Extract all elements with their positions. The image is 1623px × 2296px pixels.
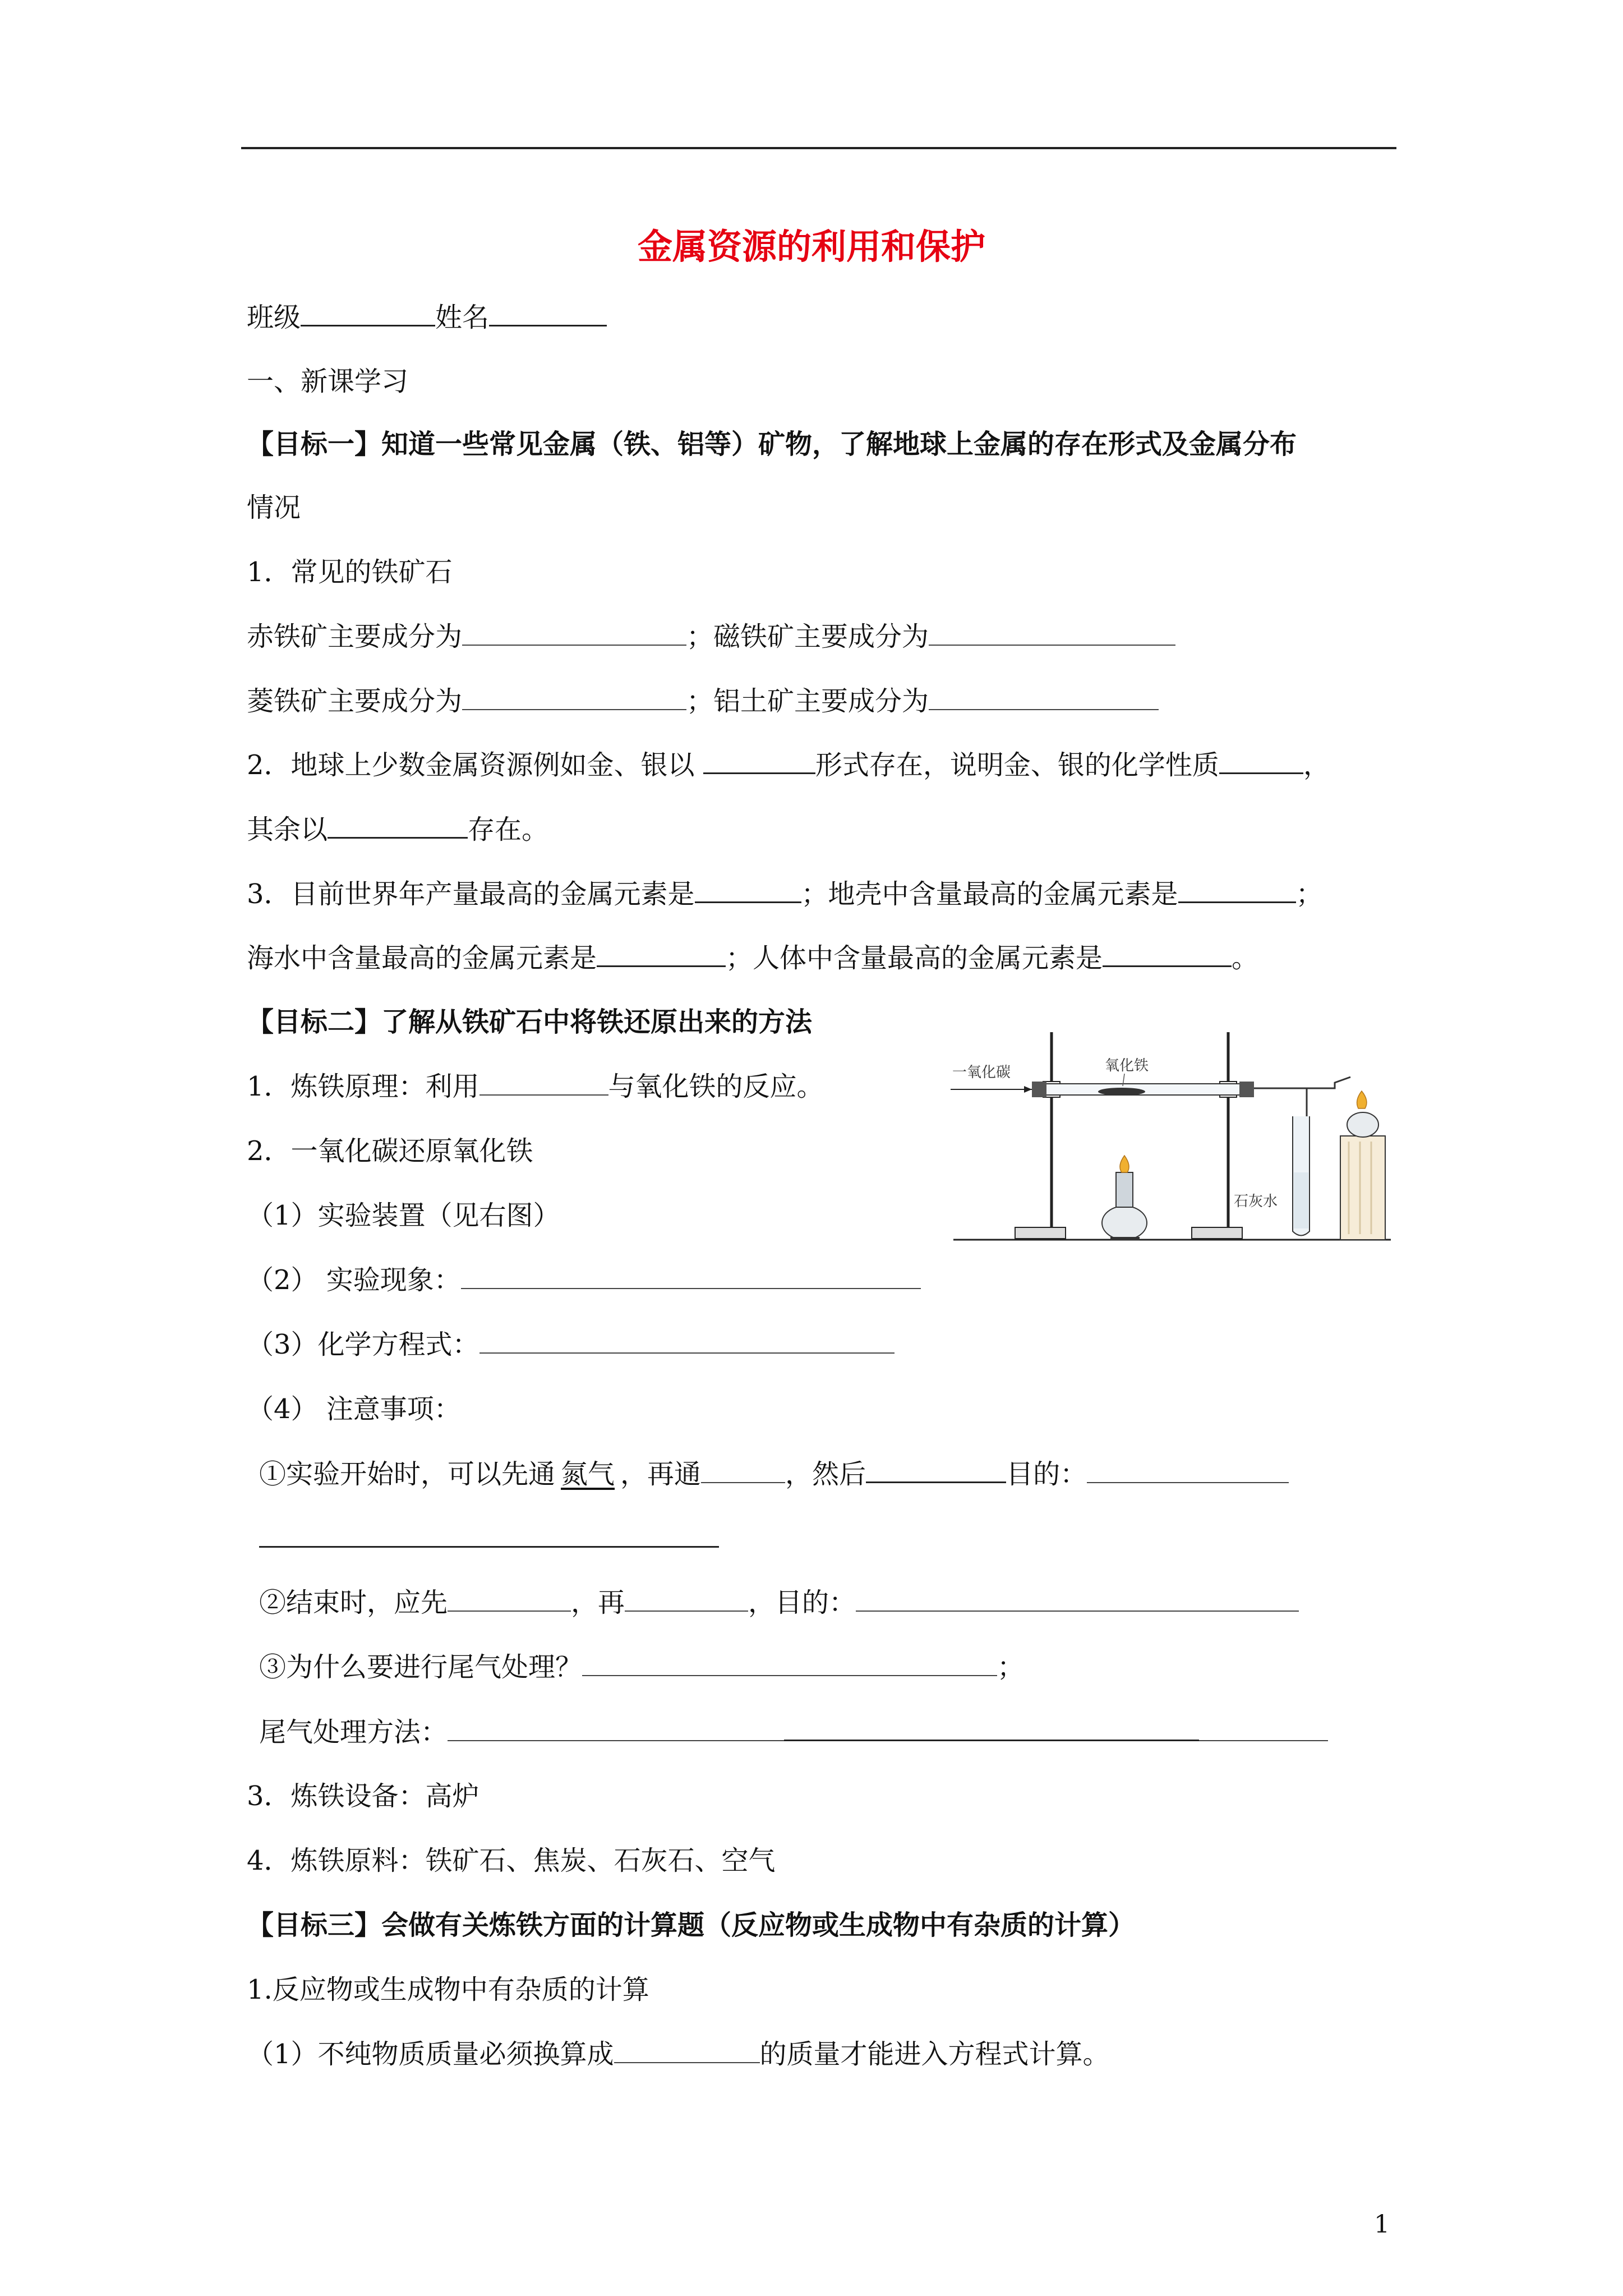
tail-gas-method-blank-b[interactable] [784, 1715, 1199, 1741]
note1 [259, 1457, 1289, 1491]
burner-block [1340, 1136, 1385, 1240]
then-blank[interactable] [866, 1457, 1006, 1483]
class-label: 班级 [247, 302, 301, 333]
text: 2．地球上少数金属资源例如金、银以 [247, 749, 695, 781]
lamp-flame [1120, 1156, 1129, 1172]
text: 存在。 [468, 814, 549, 845]
text: 3．目前世界年产量最高的金属元素是 [247, 878, 695, 910]
second-step-blank[interactable] [625, 1586, 748, 1612]
ore-line-1 [247, 620, 1175, 654]
goal2-item3: 3．炼铁设备：高炉 [247, 1780, 479, 1812]
goal1-text: 【目标一】知道一些常见金属（铁、铝等）矿物，了解地球上金属的存在形式及金属分布 [247, 429, 1297, 460]
tail-gas-method-blank-a[interactable] [448, 1715, 784, 1741]
text: ③为什么要进行尾气处理？ [259, 1651, 583, 1683]
right-stopper [1239, 1082, 1254, 1097]
pure-mass-blank[interactable] [614, 2037, 760, 2063]
text: ②结束时，应先 [259, 1587, 448, 1618]
text: ，然后 [785, 1458, 866, 1490]
bauxite-label: 铝土矿主要成分为 [713, 685, 929, 717]
other-form-blank[interactable] [328, 812, 468, 839]
tail-gas-reason-blank[interactable] [582, 1650, 997, 1676]
text: （2） 实验现象： [247, 1264, 461, 1296]
left-stand-base [1015, 1227, 1066, 1239]
hematite-blank[interactable] [462, 620, 686, 646]
form-blank[interactable] [703, 748, 815, 774]
punct: ； [686, 685, 714, 717]
iron-oxide-powder [1098, 1088, 1145, 1096]
siderite-blank[interactable] [462, 684, 686, 710]
tail-gas-flame [1357, 1091, 1367, 1108]
magnetite-label: 磁铁矿主要成分为 [713, 621, 929, 652]
class-blank[interactable] [301, 300, 435, 326]
goal3-text: 【目标三】会做有关炼铁方面的计算题（反应物或生成物中有杂质的计算） [247, 1910, 1136, 1941]
punct: ； [686, 621, 714, 652]
apparatus-figure [948, 1015, 1396, 1251]
alcohol-lamp [1102, 1206, 1147, 1240]
header-rule [241, 147, 1396, 149]
punct: ； [1295, 878, 1323, 910]
goal1-item2 [247, 748, 1330, 782]
bauxite-blank[interactable] [929, 684, 1159, 710]
purpose-blank-2[interactable] [856, 1586, 1299, 1612]
text: 海水中含量最高的金属元素是 [247, 942, 597, 974]
goal2-item2: 2．一氧化碳还原氧化铁 [247, 1135, 533, 1167]
text: 尾气处理方法： [259, 1717, 448, 1748]
note1-answer: 氮气 [561, 1458, 615, 1490]
goal3-item1: 1.反应物或生成物中有杂质的计算 [247, 1974, 649, 2005]
goal3-sub1 [247, 2037, 1110, 2071]
limewater-label: 石灰水 [1234, 1193, 1278, 1210]
section-heading: 一、新课学习 [247, 366, 409, 397]
text: 的质量才能进入方程式计算。 [759, 2039, 1110, 2070]
text: 1．炼铁原理：利用 [247, 1071, 479, 1102]
text: ，再 [571, 1587, 625, 1618]
goal2-sub1: （1）实验装置（见右图） [247, 1200, 560, 1231]
phenomenon-blank[interactable] [461, 1263, 921, 1289]
text: ；地壳中含量最高的金属元素是 [801, 878, 1178, 910]
reducer-blank[interactable] [479, 1070, 608, 1096]
note3 [259, 1650, 1024, 1684]
page-number: 1 [1374, 2210, 1390, 2239]
punct: ； [997, 1651, 1025, 1683]
crust-metal-blank[interactable] [1178, 877, 1296, 903]
note4 [259, 1715, 1328, 1749]
goal1-item2-cont [247, 812, 548, 846]
punct: 。 [1232, 942, 1259, 974]
note2 [259, 1586, 1299, 1619]
goal1-text-cont: 情况 [247, 492, 301, 523]
hematite-label: 赤铁矿主要成分为 [247, 621, 463, 652]
punct: ， [1303, 749, 1330, 781]
class-name-line [247, 300, 607, 334]
goal2-text: 【目标二】了解从铁矿石中将铁还原出来的方法 [247, 1006, 813, 1038]
text: ①实验开始时，可以先通 [259, 1458, 556, 1490]
purpose-blank-1[interactable] [1087, 1457, 1289, 1483]
gas-blank[interactable] [701, 1457, 785, 1483]
magnetite-blank[interactable] [929, 620, 1175, 646]
seawater-metal-blank[interactable] [597, 941, 726, 967]
goal1-item1: 1．常见的铁矿石 [247, 556, 453, 588]
goal2-sub3 [247, 1328, 895, 1361]
production-metal-blank[interactable] [695, 877, 801, 903]
text: ，再通 [620, 1458, 702, 1490]
goal2-sub2 [247, 1263, 921, 1297]
co-label: 一氧化碳 [952, 1064, 1011, 1081]
text: 目的： [1006, 1458, 1087, 1490]
first-step-blank[interactable] [448, 1586, 571, 1612]
note1-cont [259, 1521, 719, 1556]
text: 与氧化铁的反应。 [608, 1071, 824, 1102]
text: ；人体中含量最高的金属元素是 [726, 942, 1103, 974]
goal2-item1 [247, 1070, 824, 1103]
left-stopper [1032, 1082, 1046, 1097]
goal1-item3-cont [247, 941, 1258, 975]
property-blank[interactable] [1219, 748, 1303, 774]
tail-gas-lamp [1347, 1112, 1378, 1137]
goal2-sub4: （4） 注意事项： [247, 1393, 461, 1425]
name-blank[interactable] [489, 300, 607, 326]
text: 其余以 [247, 814, 328, 845]
purpose-blank-1-cont[interactable] [259, 1521, 719, 1548]
goal2-item4: 4．炼铁原料：铁矿石、焦炭、石灰石、空气 [247, 1845, 776, 1876]
siderite-label: 菱铁矿主要成分为 [247, 685, 463, 717]
goal1-item3 [247, 877, 1323, 911]
text: ，目的： [748, 1587, 856, 1618]
right-stand-base [1192, 1227, 1242, 1239]
text: 形式存在，说明金、银的化学性质 [815, 749, 1219, 781]
text: （1）不纯物质质量必须换算成 [247, 2039, 614, 2070]
ore-line-2 [247, 684, 1159, 718]
equation-blank[interactable] [479, 1328, 895, 1354]
text: （3）化学方程式： [247, 1329, 479, 1360]
body-metal-blank[interactable] [1103, 941, 1232, 967]
fe2o3-label: 氧化铁 [1105, 1057, 1149, 1074]
page-title: 金属资源的利用和保护 [637, 226, 985, 267]
tail-gas-method-blank-c[interactable] [1199, 1715, 1328, 1741]
name-label: 姓名 [435, 302, 490, 333]
